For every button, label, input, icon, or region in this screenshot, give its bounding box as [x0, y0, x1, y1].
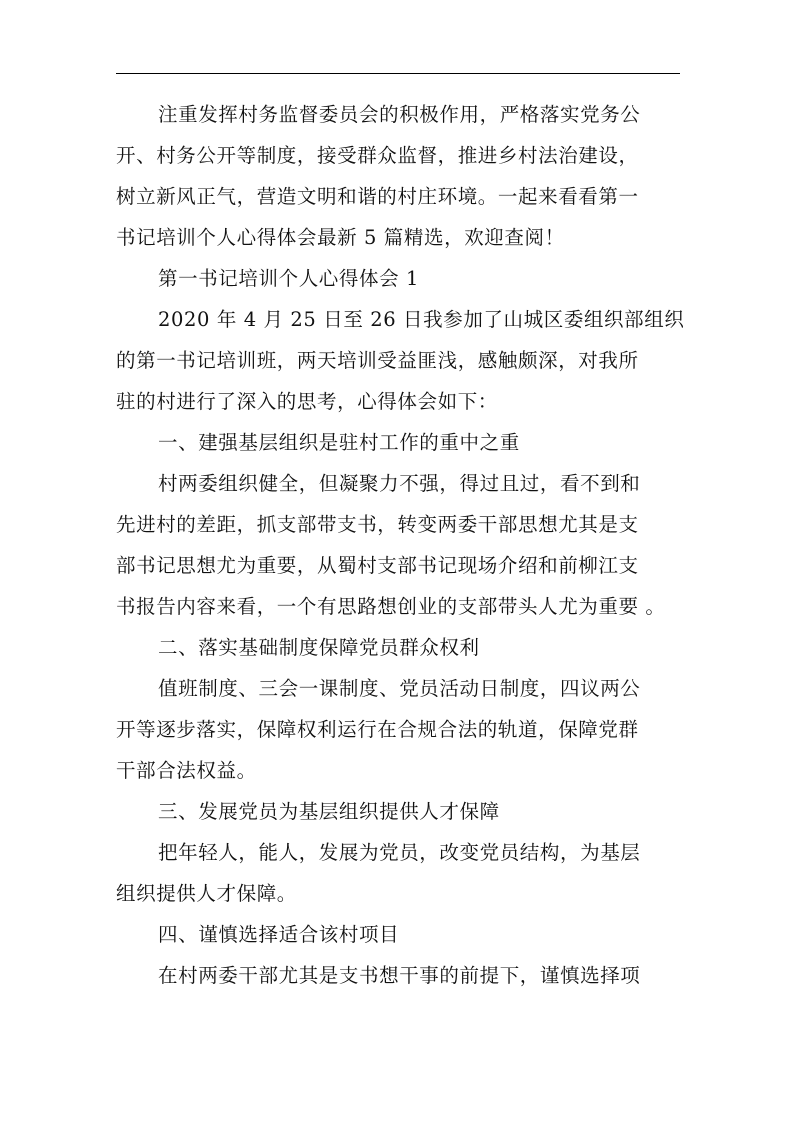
section-title: 第一书记培训个人心得体会 1: [158, 267, 420, 290]
subheading: 三、发展党员为基层组织提供人才保障: [158, 800, 500, 823]
body-line: 先进村的差距，抓支部带支书，转变两委干部思想尤其是支: [116, 513, 639, 536]
body-line: 树立新风正气，营造文明和谐的村庄环境。一起来看看第一: [116, 185, 639, 208]
body-line: 把年轻人，能人，发展为党员，改变党员结构，为基层: [158, 841, 641, 864]
body-line: 部书记思想尤为重要，从蜀村支部书记现场介绍和前柳江支: [116, 554, 639, 577]
body-line: 在村两委干部尤其是支书想干事的前提下，谨慎选择项: [158, 964, 641, 987]
body-line: 开、村务公开等制度，接受群众监督，推进乡村法治建设，: [116, 144, 639, 167]
body-line: 的第一书记培训班，两天培训受益匪浅，感触颇深，对我所: [116, 349, 639, 372]
body-line: 注重发挥村务监督委员会的积极作用，严格落实党务公: [158, 103, 641, 126]
header-rule: [116, 73, 680, 74]
subheading: 四、谨慎选择适合该村项目: [158, 923, 400, 946]
body-line: 书报告内容来看，一个有思路想创业的支部带头人尤为重要 。: [116, 595, 666, 618]
body-line: 村两委组织健全，但凝聚力不强，得过且过，看不到和: [158, 472, 641, 495]
body-line: 书记培训个人心得体会最新 5 篇精选，欢迎查阅！: [116, 226, 565, 249]
document-body: [116, 94, 685, 996]
body-line: 干部合法权益。: [116, 759, 257, 782]
body-line: 值班制度、三会一课制度、党员活动日制度，四议两公: [158, 677, 641, 700]
subheading: 一、建强基层组织是驻村工作的重中之重: [158, 431, 520, 454]
subheading: 二、落实基础制度保障党员群众权利: [158, 636, 480, 659]
body-line: 开等逐步落实，保障权利运行在合规合法的轨道，保障党群: [116, 718, 639, 741]
body-line: 组织提供人才保障。: [116, 882, 297, 905]
body-line: 2020 年 4 月 25 日至 26 日我参加了山城区委组织部组织: [158, 308, 685, 331]
body-line: 驻的村进行了深入的思考，心得体会如下：: [116, 390, 498, 413]
